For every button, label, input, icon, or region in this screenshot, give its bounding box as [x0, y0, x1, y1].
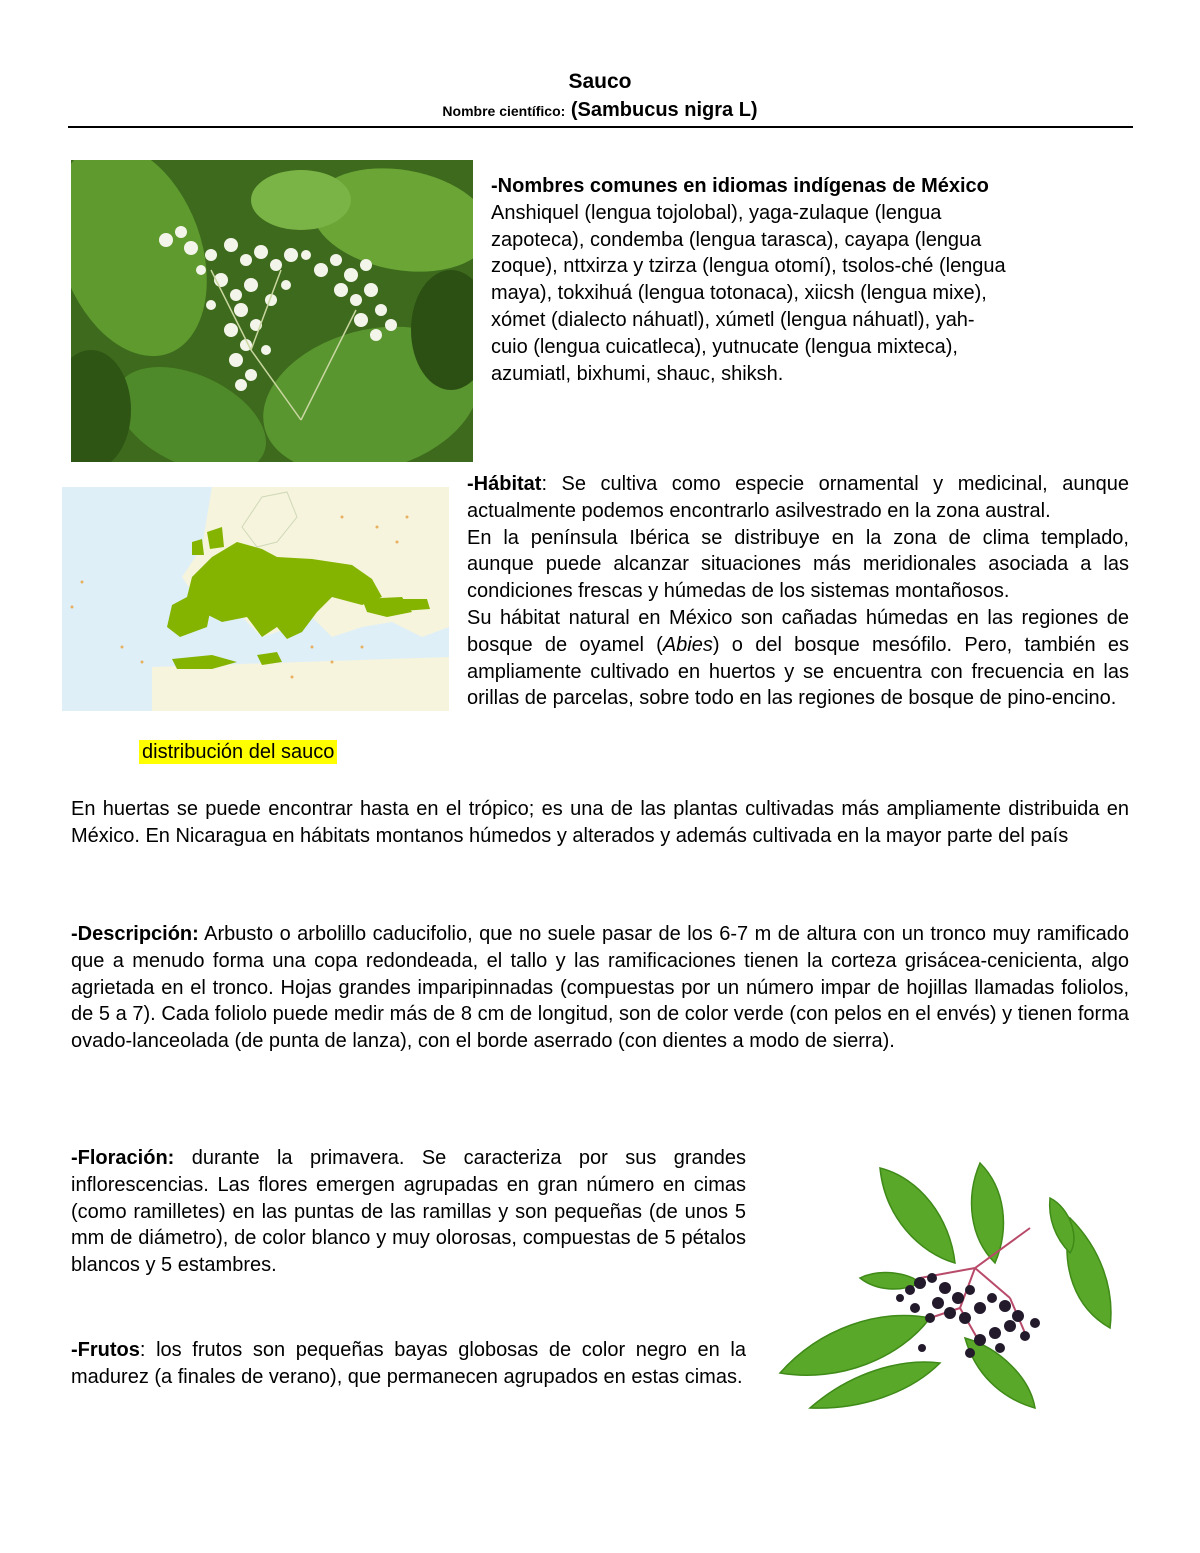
- flowering-section: [71, 1145, 746, 1279]
- fruits-section: [71, 1337, 746, 1391]
- description-label: -Descripción:: [71, 923, 199, 945]
- habitat-paragraph-4: En huertas se puede encontrar hasta en el trópico; es una de las plantas cultivadas más ampliamente distribuida en México. En Nicaragua en hábitats montanos húmedos y alterados y además cultivada en la mayor parte del país: [71, 798, 1129, 847]
- habitat-paragraph-2: En la península Ibérica se distribuye en la zona de clima templado, aunque puede alcanzar situaciones más meridionales asociada a las condiciones frescas y húmedas de los sistemas montañosos.: [467, 526, 1129, 603]
- map-icon: [62, 487, 449, 711]
- habitat-paragraph-1: [467, 471, 1129, 525]
- scientific-name-label: Nombre científico:: [442, 103, 566, 119]
- common-names-line: zoque), nttxirza y tzirza (lengua otomí), tsolos-ché (lengua: [491, 255, 1006, 278]
- fruits-label: -Frutos: [71, 1339, 140, 1361]
- map-caption: distribución del sauco: [139, 740, 337, 764]
- photo-icon: [71, 160, 473, 462]
- common-names-line: zapoteca), condemba (lengua tarasca), cayapa (lengua: [491, 228, 982, 251]
- title-divider: [68, 126, 1133, 128]
- habitat-text: Su hábitat natural en México son cañadas húmedas en las regiones de bosque de oyamel (: [467, 606, 1129, 656]
- elderberries-photo: [770, 1158, 1142, 1410]
- photo-icon: [770, 1158, 1142, 1410]
- habitat-text: : Se cultiva como especie ornamental y medicinal, aunque actualmente podemos encontrarlo asilvestrado en la zona austral.: [467, 473, 1129, 522]
- description-text: Arbusto o arbolillo caducifolio, que no suele pasar de los 6-7 m de altura con un tronco muy ramificado que a menudo forma una copa redondeada, el tallo y las ramificaciones tienen la corteza grisácea-cenicienta, algo agrietada en el tronco. Hojas grandes imparipinnadas (compuestas por un número impar de hojillas llamadas foliolos, de 5 a 7). Cada foliolo puede medir más de 8 cm de longitud, son de color verde (con pelos en el envés) y tienen forma ovado-lanceolada (de punta de lanza), con el borde aserrado (con dientes a modo de sierra).: [71, 923, 1129, 1053]
- common-names-line: xómet (dialecto náhuatl), xúmetl (lengua náhuatl), yah-: [491, 308, 975, 331]
- distribution-map: [62, 487, 449, 711]
- common-names-line: cuio (lengua cuicatleca), yutnucate (lengua mixteca),: [491, 335, 958, 358]
- common-names-line: azumiatl, bixhumi, shauc, shiksh.: [491, 362, 784, 385]
- habitat-section: [467, 471, 1129, 712]
- abies-genus: Abies: [662, 633, 713, 656]
- common-names-line: maya), tokxihuá (lengua totonaca), xiicsh (lengua mixe),: [491, 282, 987, 305]
- elder-flowers-photo: [71, 160, 473, 462]
- scientific-name-line: [0, 99, 1200, 122]
- page-title: Sauco: [568, 70, 632, 93]
- habitat-label: -Hábitat: [467, 473, 542, 495]
- flowering-text: durante la primavera. Se caracteriza por sus grandes inflorescencias. Las flores emergen agrupadas en gran número en cimas (como ramilletes) en las puntas de las ramillas y son pequeñas (de unos 5 mm de diámetro), de color blanco y muy olorosas, compuestas de 5 pétalos blancos y 5 estambres.: [71, 1147, 746, 1277]
- habitat-paragraph-3: [467, 605, 1129, 712]
- fruits-text: : los frutos son pequeñas bayas globosas de color negro en la madurez (a finales de verano), que permanecen agrupados en estas cimas.: [71, 1339, 746, 1388]
- flowering-label: -Floración:: [71, 1147, 175, 1169]
- common-names-line: Anshiquel (lengua tojolobal), yaga-zulaque (lengua: [491, 201, 942, 224]
- habitat-text: ) o del bosque mesófilo. Pero, también es ampliamente cultivado en huertos y se encuentra con frecuencia en las orillas de parcelas, sobre todo en las regiones de bosque de pino-encino.: [467, 633, 1129, 710]
- common-names-section: [491, 173, 1091, 387]
- common-names-heading: -Nombres comunes en idiomas indígenas de México: [491, 175, 989, 197]
- scientific-name: (Sambucus nigra L): [570, 99, 758, 121]
- description-section: [71, 921, 1129, 1055]
